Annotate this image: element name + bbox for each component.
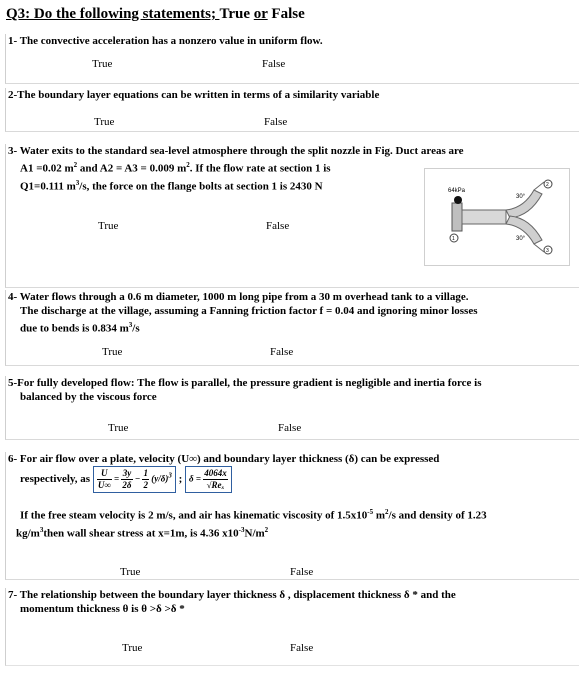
question-4 — [5, 290, 579, 366]
q1-false-option[interactable]: False — [262, 58, 286, 70]
question-4-line-3: due to bends is 0.834 $m^3/s$ — [20, 321, 140, 335]
question-4-line-1: 4- Water flows through a 0.6 m diameter, 1000 m long pipe from a 30 m overhead tank to a village. — [8, 291, 469, 303]
question-3 — [5, 144, 579, 288]
q1-true-option[interactable]: True — [92, 58, 113, 70]
q7-false-option[interactable]: False — [290, 642, 314, 654]
question-2 — [5, 88, 579, 132]
velocity-profile-equation: $\frac{U}{U\infty}$ = $\frac{3y}{2\delta}$ − $\frac{1}{2}$ $(y/\delta)^3$ — [93, 466, 176, 493]
pressure-label: 64kPa — [448, 188, 466, 194]
q2-false-option[interactable]: False — [264, 116, 288, 128]
question-5-line-1: 5-For fully developed flow: The flow is parallel, the pressure gradient is negligible and inertia force is — [8, 377, 482, 389]
q6-false-option[interactable]: False — [290, 566, 314, 578]
title-false: False — [271, 6, 305, 22]
question-6-line-1: 6- For air flow over a plate, velocity (U∞) and boundary layer thickness (δ) can be expressed — [8, 453, 440, 465]
question-1-text: 1- The convective acceleration has a nonzero value in uniform flow. — [8, 35, 323, 47]
q7-true-option[interactable]: True — [122, 642, 143, 654]
section-1-label: 1 — [452, 236, 455, 242]
question-3-line-1: 3- Water exits to the standard sea-level atmosphere through the split nozzle in Fig. Duct areas are — [8, 145, 464, 157]
inlet-flange — [452, 203, 462, 231]
question-2-text: 2-The boundary layer equations can be written in terms of a similarity variable — [8, 89, 380, 101]
section-3-label: 3 — [546, 248, 549, 254]
q4-true-option[interactable]: True — [102, 346, 123, 358]
question-5-line-2: balanced by the viscous force — [20, 391, 157, 403]
question-6-line-2: respectively, as $\frac{U}{U\infty}$ = $\frac{3y}{2\delta}$ − $\frac{1}{2}$ $(y/\delta)^3$ ; δ = $\frac{4064x}{\text{√Reₓ}}$ — [6, 466, 579, 493]
q2-true-option[interactable]: True — [94, 116, 115, 128]
question-1 — [5, 34, 579, 84]
thickness-equation: δ = $\frac{4064x}{\text{√Reₓ}}$ — [185, 466, 232, 493]
q5-false-option[interactable]: False — [278, 422, 302, 434]
question-7-line-1: 7- The relationship between the boundary layer thickness δ , displacement thickness δ * and the — [8, 589, 456, 601]
title-or: or — [253, 6, 268, 22]
section-2-label: 2 — [546, 182, 549, 188]
question-5 — [5, 376, 579, 440]
pressure-gauge-icon — [454, 196, 462, 204]
q6-true-option[interactable]: True — [120, 566, 141, 578]
question-7 — [5, 588, 579, 666]
q5-true-option[interactable]: True — [108, 422, 129, 434]
title-prefix: Q3: Do the following statements; — [6, 6, 220, 22]
split-nozzle-figure — [424, 168, 570, 266]
question-title — [6, 6, 305, 23]
q4-false-option[interactable]: False — [270, 346, 294, 358]
question-7-line-2: momentum thickness θ is θ >δ >δ * — [20, 603, 185, 615]
angle-label-upper: 30° — [516, 194, 526, 200]
question-6-line-4: $kg/m^3then$ wall shear stress at x=1m, is 4.36 $x10^{-3}N/m^2$ — [16, 525, 269, 540]
question-4-line-2: The discharge at the village, assuming a Fanning friction factor f = 0.04 and ignoring minor losses — [20, 305, 478, 317]
inlet-duct — [462, 210, 506, 224]
q3-false-option[interactable]: False — [266, 220, 290, 232]
angle-label-lower: 30° — [516, 236, 526, 242]
question-3-line-3: Q1=0.111 $m^3/s$, the force on the flange bolts at section 1 is 2430 N — [20, 178, 323, 193]
title-true: True — [219, 6, 251, 22]
q3-true-option[interactable]: True — [98, 220, 119, 232]
question-6-line-3: If the free steam velocity is 2 m/s, and air has kinematic viscosity of $1.5x10^{-5}$ $m^2/s$ and density of 1.23 — [20, 508, 487, 522]
question-6 — [5, 452, 579, 580]
question-3-line-2: A1 =0.02 $m^2$ and A2 = A3 = 0.009 $m^2$. If the flow rate at section 1 is — [20, 161, 331, 175]
